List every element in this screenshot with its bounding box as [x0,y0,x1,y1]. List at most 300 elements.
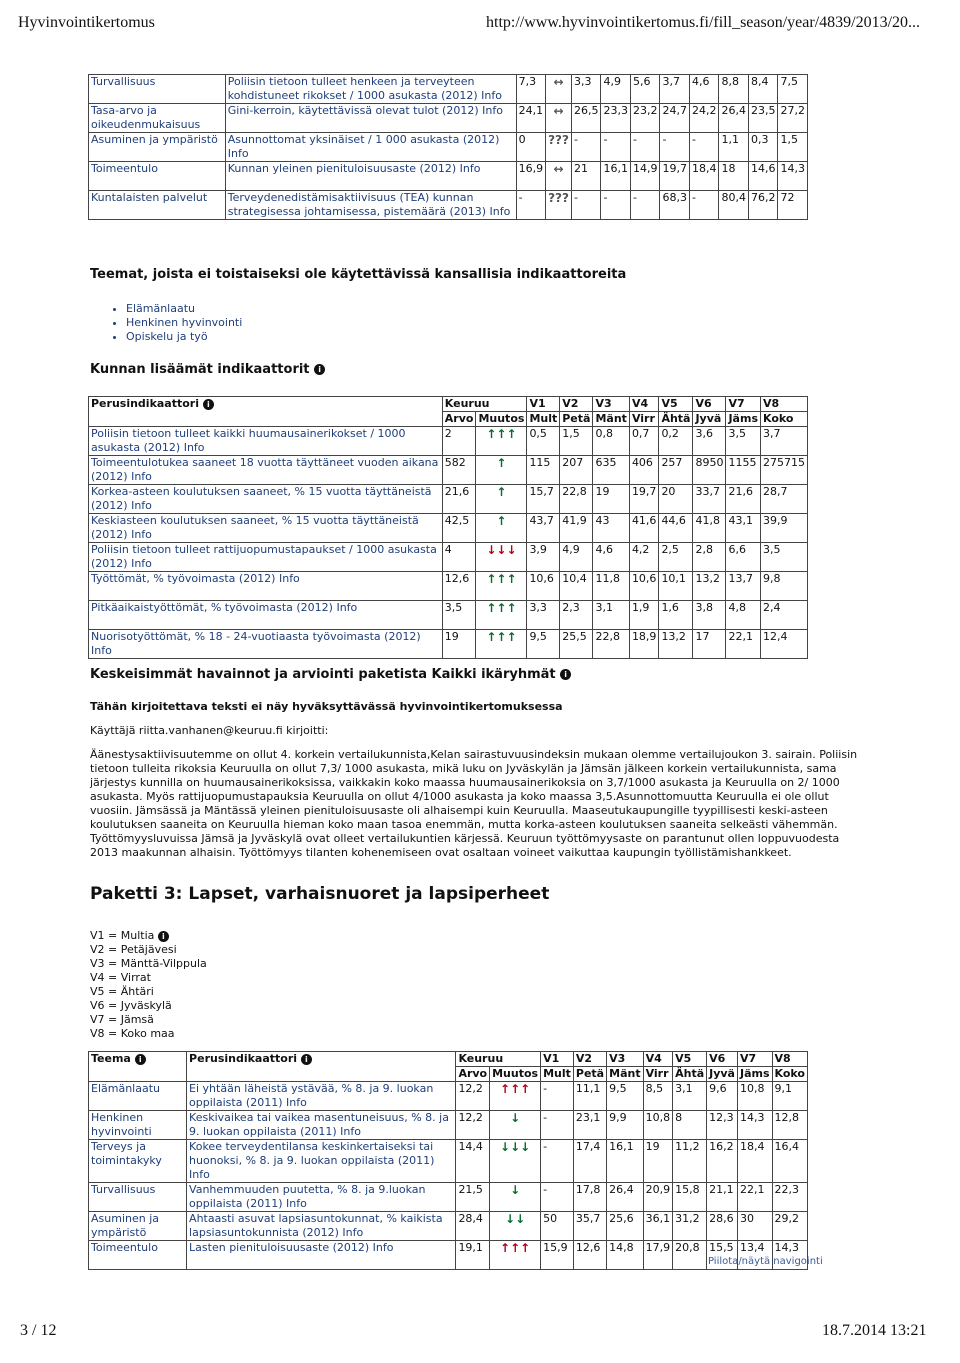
comparison-cell: 76,2 [748,191,778,220]
no-indicators-title: Teemat, joista ei toistaiseksi ole käytettävissä kansallisia indikaattoreita [90,267,627,282]
theme-cell[interactable]: Turvallisuus [89,75,226,104]
indicator-cell[interactable]: Vanhemmuuden puutetta, % 8. ja 9.luokan oppilaista (2011) Info [187,1183,456,1212]
table-row [89,1212,808,1241]
comparison-cell: 25,5 [560,630,593,659]
comparison-cell: 41,9 [560,514,593,543]
comparison-cell: 3,3 [527,601,560,630]
findings-note: Tähän kirjoitettava teksti ei näy hyväksyttävässä hyvinvointikertomuksessa [90,700,563,713]
comparison-cell: 1,1 [719,133,749,162]
header-cell: V4 [629,397,659,412]
list-item[interactable]: • Opiskelu ja työ [126,330,242,344]
legend-item: V8 = Koko maa [90,1027,175,1040]
page-header-title: Hyvinvointikertomus [18,14,155,31]
added-indicators-title: Kunnan lisäämät indikaattorit i [90,362,325,377]
indicator-cell[interactable]: Poliisin tietoon tulleet henkeen ja terveyteen kohdistuneet rikokset / 1000 asukasta (2012) Info [225,75,516,104]
theme-cell[interactable]: Toimeentulo [89,1241,187,1270]
table-row [89,75,808,104]
package-title: Paketti 3: Lapset, varhaisnuoret ja lapsiperheet [90,884,550,904]
comparison-cell: 4,8 [726,601,761,630]
comparison-cell: 15,8 [673,1183,707,1212]
indicator-cell[interactable]: Gini-kerroin, käytettävissä olevat tulot (2012) Info [225,104,516,133]
no-indicators-list [108,302,242,344]
comparison-cell: 11,1 [573,1082,606,1111]
value-cell: 42,5 [442,514,476,543]
comparison-cell: 44,6 [659,514,693,543]
comparison-cell: 12,6 [573,1241,606,1270]
comparison-cell: 15,9 [541,1241,574,1270]
table-header [89,397,808,412]
value-cell: 12,2 [456,1111,490,1140]
comparison-cell: 3,1 [673,1082,707,1111]
findings-body: Äänestysaktiivisuutemme on ollut 4. korkein vertailukunnista,Kelan sairastuvuusindeksin mukaan olemme vertailujoukon 3. sairain. Poliisin tietoon tulleita rikoksia Keuruulla on ollut 7,3/ 1000 asukasta, mikä luku on Jyväskylän ja Jämsän jälkeen korkein vertailukunnista, sama järjestys kunnilla on huumausainerikoksissa, vaikkakin koko maassa huumausainerikoksia on 3,7/1000 asukasta ja Keuruulla on 2/ 1000 asukasta. Myös rattijuopumustapauksia Keuruulla on ollut 4/1000 asukasta ja koko maassa 3,5.Asunnottomuutta Keuruulla ei ole ollut vuosiin. Jämsässä ja Mäntässä yleinen pienituloisuusaste oli alhaisempi kuin Keuruulla. Maaseutukaupungille tyypillisesti keski-asteen koulutuksen saaneita on Keuruulla hieman koko maan tasoa enemmän, mutta korka-asteen koulutuksen saaneita selkeästi vähemmän. Työttömyysluvuissa Jämsä ja Jyväskylä ovat olleet vertailukuntien kärjessä. Keuruun työttömyysaste on parantunut ollen loppuvuodesta 2013 maakunnan alhaisin. Työttömyys tilanten kohenemiseen ovat osaltaan voineet vaikuttaa kaupungin työllistämishankkeet. [90,748,858,859]
comparison-cell: 12,8 [772,1111,807,1140]
comparison-cell: 19,7 [629,485,659,514]
change-cell: ↓ [490,1111,541,1140]
header-cell: Ähtä [659,412,693,427]
header-cell: Virr [629,412,659,427]
comparison-cell: 9,6 [707,1082,738,1111]
comparison-cell: 24,7 [660,104,690,133]
indicator-cell[interactable]: Työttömät, % työvoimasta (2012) Info [89,572,443,601]
comparison-cell: 9,5 [527,630,560,659]
value-cell: 12,2 [456,1082,490,1111]
list-item[interactable]: • Elämänlaatu [126,302,242,316]
comparison-cell: 22,8 [560,485,593,514]
comparison-cell: 18,4 [737,1140,772,1183]
value-cell: 12,6 [442,572,476,601]
comparison-cell: 16,2 [707,1140,738,1183]
value-cell: 582 [442,456,476,485]
comparison-cell: 15,5 [707,1241,738,1270]
comparison-cell: 21 [571,162,601,191]
comparison-cell: 19,7 [660,162,690,191]
theme-cell[interactable]: Tasa-arvo ja oikeudenmukaisuus [89,104,226,133]
comparison-cell: 39,9 [761,514,808,543]
table-row [89,1111,808,1140]
comparison-cell: 25,6 [607,1212,643,1241]
comparison-cell: 16,1 [607,1140,643,1183]
comparison-cell: 41,6 [629,514,659,543]
comparison-cell: 3,5 [761,543,808,572]
theme-cell[interactable]: Kuntalaisten palvelut [89,191,226,220]
legend-item: V2 = Petäjävesi [90,943,177,956]
header-cell: Mänt [607,1067,643,1082]
comparison-cell: 18,4 [689,162,719,191]
indicator-cell[interactable]: Nuorisotyöttömät, % 18 - 24-vuotiaasta työvoimasta (2012) Info [89,630,443,659]
theme-cell[interactable]: Asuminen ja ympäristö [89,133,226,162]
comparison-cell: 8,5 [643,1082,673,1111]
comparison-cell: 4,2 [629,543,659,572]
comparison-cell: 6,6 [726,543,761,572]
comparison-cell: 13,2 [693,572,726,601]
toggle-navigation-link[interactable]: Piilota/näytä navigointi [708,1256,823,1267]
header-cell: Muutos [490,1067,541,1082]
comparison-cell: 3,9 [527,543,560,572]
value-cell: 3,5 [442,601,476,630]
comparison-cell: 2,4 [761,601,808,630]
comparison-cell: 35,7 [573,1212,606,1241]
table-row [89,572,808,601]
header-cell: Mult [541,1067,574,1082]
comparison-cell: 43,1 [726,514,761,543]
header-cell: Jäms [737,1067,772,1082]
header-cell: Muutos [476,412,527,427]
table-row [89,427,808,456]
change-cell: ↑↑↑ [476,601,527,630]
header-cell: Mänt [593,412,629,427]
comparison-cell: - [541,1082,574,1111]
header-cell: V5 [673,1052,707,1067]
indicator-cell[interactable]: Toimeentulotukea saaneet 18 vuotta täyttäneet vuoden aikana (2012) Info [89,456,443,485]
comparison-cell: 21,1 [707,1183,738,1212]
header-cell: V6 [693,397,726,412]
header-cell: Jäms [726,412,761,427]
theme-cell[interactable]: Terveys ja toimintakyky [89,1140,187,1183]
comparison-cell: 635 [593,456,629,485]
comparison-cell: 72 [778,191,808,220]
legend-item: V3 = Mänttä-Vilppula [90,957,207,970]
header-cell: Koko [761,412,808,427]
indicator-cell[interactable]: Poliisin tietoon tulleet kaikki huumausainerikokset / 1000 asukasta (2012) Info [89,427,443,456]
indicator-cell[interactable]: Ei yhtään läheistä ystävää, % 8. ja 9. luokan oppilaista (2011) Info [187,1082,456,1111]
table-row [89,1241,808,1270]
value-cell: 16,9 [516,162,546,191]
table-row [89,1082,808,1111]
info-icon[interactable]: i [301,1054,312,1065]
header-cell: V2 [573,1052,606,1067]
change-cell: ??? [546,133,572,162]
comparison-cell: 9,1 [772,1082,807,1111]
theme-cell[interactable]: Toimeentulo [89,162,226,191]
comparison-cell: 2,3 [560,601,593,630]
comparison-cell: 27,2 [778,104,808,133]
comparison-cell: 17,9 [643,1241,673,1270]
header-cell: V1 [527,397,560,412]
header-cell: V5 [659,397,693,412]
comparison-cell: 16,4 [772,1140,807,1183]
header-cell: Keuruu [456,1052,541,1067]
comparison-cell: 23,1 [573,1111,606,1140]
comparison-cell: 8950 [693,456,726,485]
print-date: 18.7.2014 13:21 [822,1322,927,1339]
change-cell: ↔ [546,104,572,133]
header-cell: Petä [560,412,593,427]
comparison-cell: 14,6 [748,162,778,191]
comparison-cell: 1155 [726,456,761,485]
value-cell: 24,1 [516,104,546,133]
header-cell: Jyvä [707,1067,738,1082]
comparison-cell: 3,6 [693,427,726,456]
value-cell: 14,4 [456,1140,490,1183]
comparison-cell: 10,6 [527,572,560,601]
table-row [89,1183,808,1212]
comparison-cell: - [660,133,690,162]
header-cell: Perusindikaattori i [187,1052,456,1082]
indicator-cell[interactable]: Asunnottomat yksinäiset / 1 000 asukasta (2012) Info [225,133,516,162]
comparison-cell: 2,8 [693,543,726,572]
comparison-cell: 12,4 [761,630,808,659]
comparison-cell: 1,5 [560,427,593,456]
comparison-cell: 16,1 [601,162,631,191]
value-cell: 19 [442,630,476,659]
change-cell: ↓↓↓ [476,543,527,572]
theme-cell[interactable]: Elämänlaatu [89,1082,187,1111]
comparison-cell: 21,6 [726,485,761,514]
comparison-cell: 50 [541,1212,574,1241]
indicator-cell[interactable]: Korkea-asteen koulutuksen saaneet, % 15 vuotta täyttäneistä (2012) Info [89,485,443,514]
change-cell: ↑↑↑ [476,630,527,659]
change-cell: ↓ [490,1183,541,1212]
change-cell: ↑↑↑ [490,1082,541,1111]
table-header [89,1052,808,1067]
comparison-cell: 20,9 [643,1183,673,1212]
comparison-cell: 14,9 [630,162,660,191]
comparison-cell: 0,5 [527,427,560,456]
comparison-cell: 17,8 [573,1183,606,1212]
indicator-cell[interactable]: Kunnan yleinen pienituloisuusaste (2012) Info [225,162,516,191]
change-cell: ↑ [476,456,527,485]
change-cell: ↑↑↑ [476,427,527,456]
value-cell: 21,6 [442,485,476,514]
comparison-cell: 26,5 [571,104,601,133]
comparison-cell: 10,4 [560,572,593,601]
table-row [89,133,808,162]
comparison-cell: 10,8 [737,1082,772,1111]
comparison-cell: - [689,191,719,220]
value-cell: 4 [442,543,476,572]
comparison-cell: 3,8 [693,601,726,630]
header-cell: Arvo [456,1067,490,1082]
comparison-cell: 68,3 [660,191,690,220]
comparison-cell: - [541,1183,574,1212]
comparison-cell: 1,9 [629,601,659,630]
header-cell: Petä [573,1067,606,1082]
value-cell: 28,4 [456,1212,490,1241]
table-row [89,630,808,659]
value-cell: 7,3 [516,75,546,104]
comparison-cell: 28,6 [707,1212,738,1241]
comparison-cell: - [541,1111,574,1140]
table-row [89,191,808,220]
findings-user: Käyttäjä riitta.vanhanen@keuruu.fi kirjoitti: [90,724,329,737]
comparison-cell: 3,3 [571,75,601,104]
comparison-cell: - [630,191,660,220]
added-indicators-table [88,396,808,659]
comparison-cell: - [689,133,719,162]
comparison-cell: 10,8 [643,1111,673,1140]
comparison-cell: 17,4 [573,1140,606,1183]
indicator-cell[interactable]: Ahtaasti asuvat lapsiasuntokunnat, % kaikista lapsiasuntokunnista (2012) Info [187,1212,456,1241]
findings-title: Keskeisimmät havainnot ja arviointi paketista Kaikki ikäryhmät i [90,667,571,682]
page-number: 3 / 12 [20,1322,57,1339]
comparison-cell: 13,2 [659,630,693,659]
header-cell: V1 [541,1052,574,1067]
comparison-cell: 2,5 [659,543,693,572]
comparison-cell: - [601,133,631,162]
value-cell: 0 [516,133,546,162]
indicator-cell[interactable]: Kokee terveydentilansa keskinkertaiseksi tai huonoksi, % 8. ja 9. luokan oppilaista (2011) Info [187,1140,456,1183]
comparison-cell: 24,2 [689,104,719,133]
comparison-cell: 1,5 [778,133,808,162]
value-cell: - [516,191,546,220]
table-row [89,601,808,630]
comparison-cell: 13,7 [726,572,761,601]
comparison-cell: 3,7 [761,427,808,456]
comparison-cell: 7,5 [778,75,808,104]
comparison-cell: 22,3 [772,1183,807,1212]
legend-item: V6 = Jyväskylä [90,999,172,1012]
comparison-cell: 0,7 [629,427,659,456]
table-row [89,456,808,485]
comparison-cell: 4,6 [689,75,719,104]
indicator-cell[interactable]: Pitkäaikaistyöttömät, % työvoimasta (2012) Info [89,601,443,630]
header-cell: Jyvä [693,412,726,427]
value-cell: 2 [442,427,476,456]
table-row [89,543,808,572]
comparison-cell: 9,5 [607,1082,643,1111]
comparison-cell: 0,3 [748,133,778,162]
comparison-cell: 22,1 [737,1183,772,1212]
header-cell: V2 [560,397,593,412]
info-icon[interactable]: i [314,364,325,375]
header-cell: V4 [643,1052,673,1067]
comparison-cell: - [630,133,660,162]
comparison-cell: 11,8 [593,572,629,601]
comparison-cell: 18,9 [629,630,659,659]
comparison-cell: 23,5 [748,104,778,133]
comparison-cell: 80,4 [719,191,749,220]
comparison-cell: 29,2 [772,1212,807,1241]
municipality-legend [90,929,207,1041]
indicator-cell[interactable]: Lasten pienituloisuusaste (2012) Info [187,1241,456,1270]
change-cell: ↔ [546,75,572,104]
comparison-cell: 3,5 [726,427,761,456]
comparison-cell: 8,8 [719,75,749,104]
theme-cell[interactable]: Asuminen ja ympäristö [89,1212,187,1241]
header-cell: Koko [772,1067,807,1082]
comparison-cell: 0,2 [659,427,693,456]
comparison-cell: 30 [737,1212,772,1241]
info-icon[interactable]: i [203,399,214,410]
comparison-cell: - [571,191,601,220]
change-cell: ↑ [476,514,527,543]
comparison-cell: 13,4 [737,1241,772,1270]
theme-cell[interactable]: Henkinen hyvinvointi [89,1111,187,1140]
legend-item: V7 = Jämsä [90,1013,154,1026]
change-cell: ↓↓↓ [490,1140,541,1183]
comparison-cell: 43 [593,514,629,543]
change-cell: ↑↑↑ [490,1241,541,1270]
table-row [89,162,808,191]
comparison-cell: 36,1 [643,1212,673,1241]
indicator-cell[interactable]: Terveydenedistämisaktiivisuus (TEA) kunnan strategisessa johtamisessa, pistemäärä (2013) Info [225,191,516,220]
comparison-cell: 115 [527,456,560,485]
comparison-cell: 9,8 [761,572,808,601]
comparison-cell: - [601,191,631,220]
header-cell: Teema i [89,1052,187,1082]
header-cell: V8 [772,1052,807,1067]
comparison-cell: 10,1 [659,572,693,601]
comparison-cell: 4,9 [560,543,593,572]
table-row [89,1140,808,1183]
indicator-cell[interactable]: Keskivaikea tai vaikea masentuneisuus, % 8. ja 9. luokan oppilaista (2011) Info [187,1111,456,1140]
header-cell: Ähtä [673,1067,707,1082]
comparison-cell: - [571,133,601,162]
comparison-cell: 14,3 [778,162,808,191]
comparison-cell: 43,7 [527,514,560,543]
comparison-cell: 14,3 [772,1241,807,1270]
comparison-cell: 17 [693,630,726,659]
comparison-cell: 406 [629,456,659,485]
legend-item: V5 = Ähtäri [90,985,154,998]
header-cell: Virr [643,1067,673,1082]
comparison-cell: 19 [593,485,629,514]
info-icon[interactable]: i [135,1054,146,1065]
comparison-cell: 0,8 [593,427,629,456]
comparison-cell: 8,4 [748,75,778,104]
info-icon[interactable]: i [158,931,169,942]
comparison-cell: 3,1 [593,601,629,630]
header-cell: Arvo [442,412,476,427]
value-cell: 21,5 [456,1183,490,1212]
comparison-cell: 23,2 [630,104,660,133]
indicator-table [88,74,808,220]
comparison-cell: 1,6 [659,601,693,630]
package-table [88,1051,808,1270]
comparison-cell: 28,7 [761,485,808,514]
header-cell: V3 [593,397,629,412]
indicator-cell[interactable]: Keskiasteen koulutuksen saaneet, % 15 vuotta täyttäneistä (2012) Info [89,514,443,543]
comparison-cell: 5,6 [630,75,660,104]
comparison-cell: 4,6 [593,543,629,572]
page-header-url: http://www.hyvinvointikertomus.fi/fill_season/year/4839/2013/20... [486,14,921,31]
comparison-cell: 20,8 [673,1241,707,1270]
comparison-cell: 20 [659,485,693,514]
header-cell: V8 [761,397,808,412]
header-cell: V7 [737,1052,772,1067]
comparison-cell: 11,2 [673,1140,707,1183]
comparison-cell: 22,1 [726,630,761,659]
change-cell: ??? [546,191,572,220]
info-icon[interactable]: i [560,669,571,680]
change-cell: ↔ [546,162,572,191]
comparison-cell: 257 [659,456,693,485]
comparison-cell: 207 [560,456,593,485]
table-row [89,485,808,514]
comparison-cell: 10,6 [629,572,659,601]
header-cell: Perusindikaattori i [89,397,443,427]
comparison-cell: 9,9 [607,1111,643,1140]
comparison-cell: 26,4 [607,1183,643,1212]
value-cell: 19,1 [456,1241,490,1270]
comparison-cell: 31,2 [673,1212,707,1241]
table-row [89,514,808,543]
comparison-cell: 22,8 [593,630,629,659]
comparison-cell: 14,3 [737,1111,772,1140]
comparison-cell: - [541,1140,574,1183]
list-item[interactable]: • Henkinen hyvinvointi [126,316,242,330]
indicator-cell[interactable]: Poliisin tietoon tulleet rattijuopumustapaukset / 1000 asukasta (2012) Info [89,543,443,572]
comparison-cell: 18 [719,162,749,191]
legend-item: V1 = Multia i [90,929,207,943]
comparison-cell: 23,3 [601,104,631,133]
table-row [89,104,808,133]
comparison-cell: 3,7 [660,75,690,104]
comparison-cell: 26,4 [719,104,749,133]
theme-cell[interactable]: Turvallisuus [89,1183,187,1212]
header-cell: Keuruu [442,397,527,412]
header-cell: Mult [527,412,560,427]
